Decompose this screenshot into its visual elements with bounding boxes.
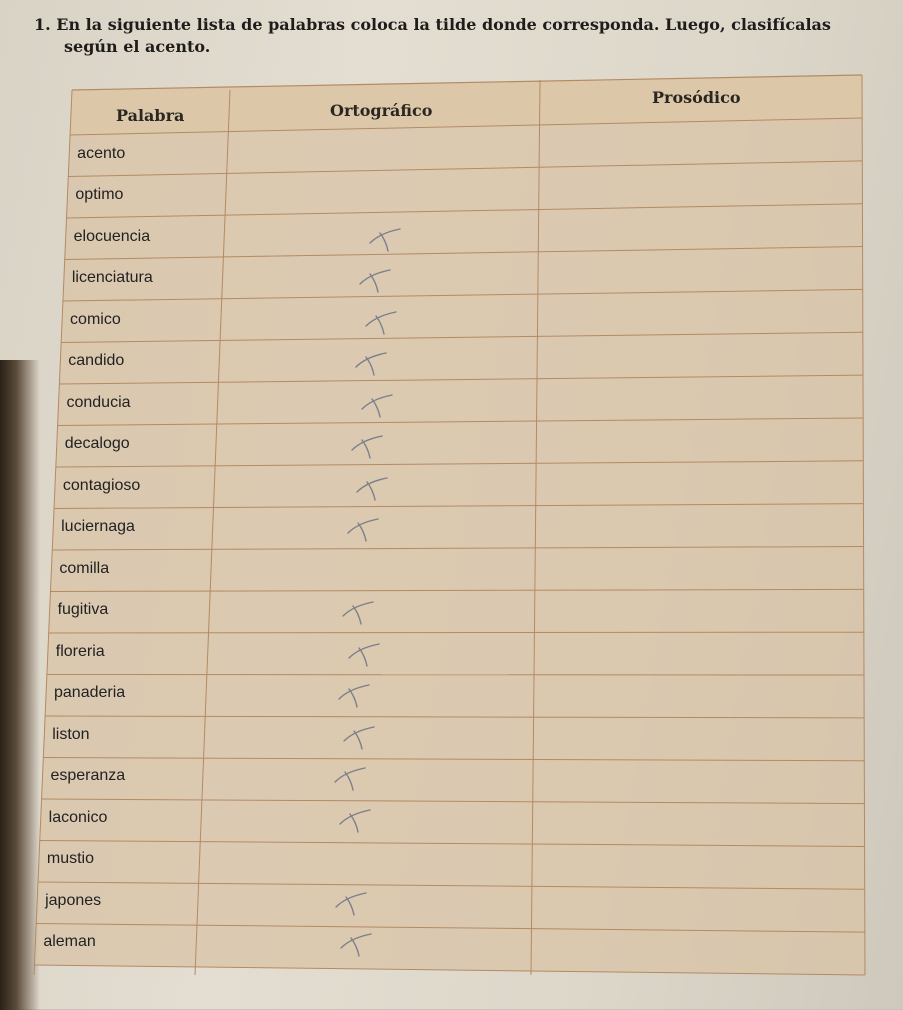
instruction-line1: En la siguiente lista de palabras coloca la tilde donde corresponda. Luego, clasifícalas: [56, 15, 831, 34]
word-cell: japones: [45, 891, 102, 909]
word-cell: floreria: [55, 642, 105, 660]
word-cell: luciernaga: [61, 518, 135, 536]
word-cell: liston: [52, 725, 90, 743]
pencil-check-mark: [348, 432, 388, 460]
pencil-check-mark: [353, 474, 393, 502]
word-cell: contagioso: [62, 476, 141, 494]
word-cell: comilla: [59, 559, 110, 577]
word-cell: decalogo: [64, 435, 130, 453]
pencil-check-mark: [366, 225, 406, 253]
word-cell: elocuencia: [73, 227, 151, 245]
pencil-check-mark: [362, 308, 402, 336]
header-prosodico: Prosódico: [652, 88, 741, 107]
word-cell: candido: [68, 352, 125, 370]
header-ortografico: Ortográfico: [330, 101, 433, 120]
word-cell: aleman: [43, 933, 96, 951]
pencil-check-mark: [345, 640, 385, 668]
word-cell: comico: [70, 310, 121, 328]
word-cell: conducia: [66, 393, 131, 411]
word-cell: licenciatura: [71, 269, 153, 287]
pencil-check-mark: [356, 266, 396, 294]
pencil-check-mark: [339, 598, 379, 626]
pencil-check-mark: [331, 764, 371, 792]
word-cell: optimo: [75, 186, 124, 204]
pencil-check-mark: [358, 391, 398, 419]
row-divider: [47, 675, 864, 676]
table-body-fill: [34, 118, 865, 975]
word-cell: esperanza: [50, 767, 126, 785]
word-cell: acento: [77, 144, 126, 162]
word-cell: panaderia: [54, 684, 126, 702]
pencil-check-mark: [340, 723, 380, 751]
pencil-check-mark: [335, 681, 375, 709]
instruction-line2: según el acento.: [64, 37, 211, 56]
word-cell: mustio: [46, 850, 94, 868]
instruction-number: 1.: [34, 15, 51, 34]
pencil-check-mark: [352, 349, 392, 377]
pencil-check-mark: [344, 515, 384, 543]
pencil-check-mark: [332, 889, 372, 917]
word-cell: fugitiva: [57, 601, 109, 619]
pencil-check-mark: [336, 806, 376, 834]
pencil-check-mark: [337, 930, 377, 958]
word-cell: laconico: [48, 808, 108, 826]
header-palabra: Palabra: [116, 106, 185, 125]
